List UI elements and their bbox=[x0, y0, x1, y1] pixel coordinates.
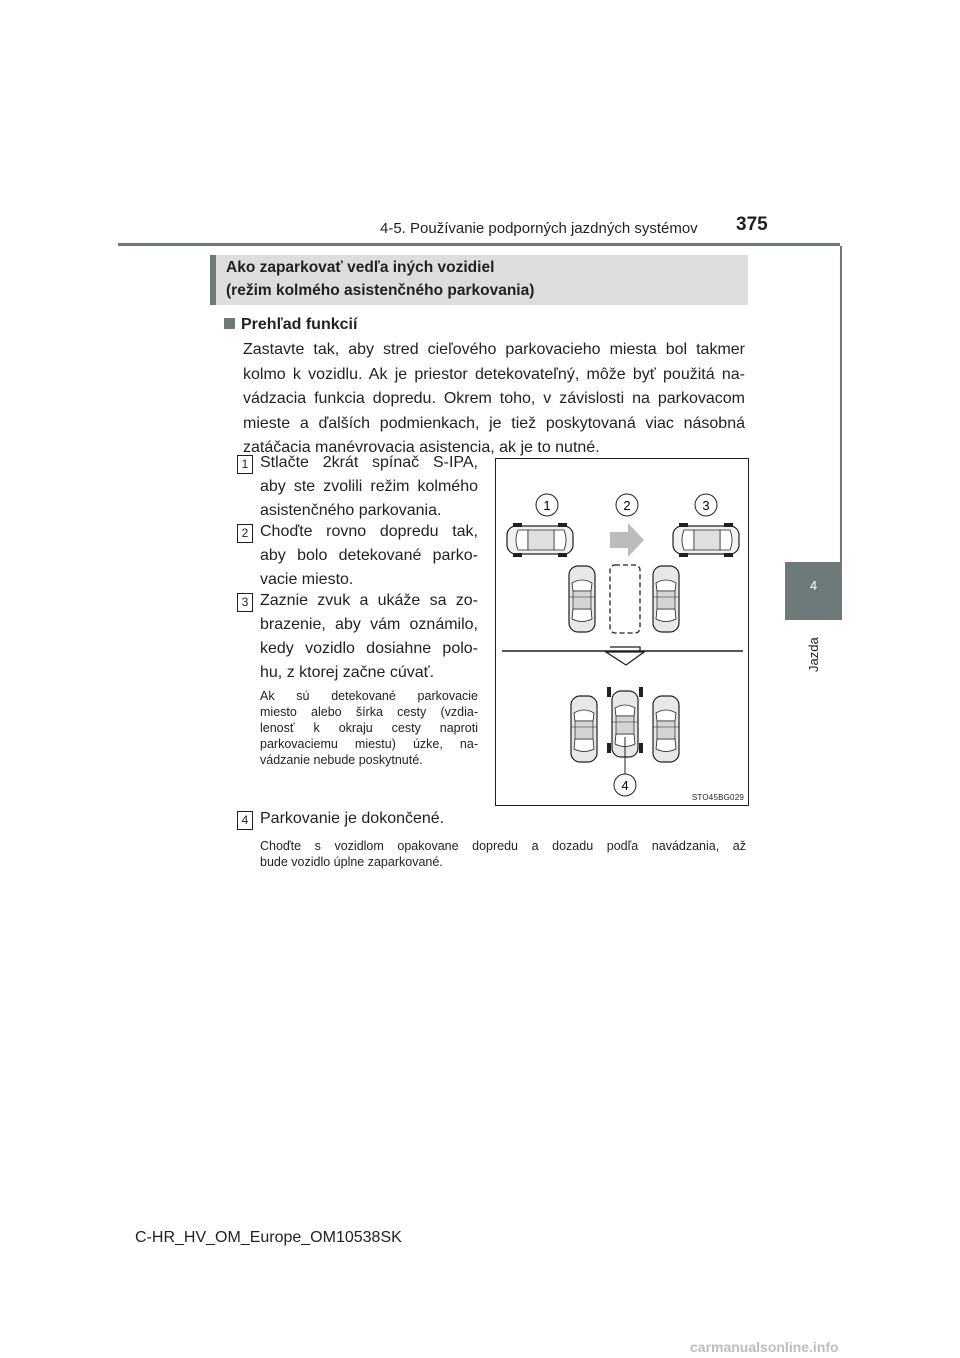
callout-label-3 bbox=[695, 494, 717, 516]
callout-label-1 bbox=[536, 494, 558, 516]
target-parking-space bbox=[610, 565, 640, 633]
chapter-label: Jazda bbox=[806, 637, 821, 672]
section-title-box bbox=[210, 255, 748, 305]
step-2-text: Choďte rovno dopredu tak, aby bolo detekované parko- vacie miesto. bbox=[260, 523, 478, 588]
forward-arrow-icon bbox=[610, 523, 644, 557]
side-rule bbox=[840, 246, 842, 566]
step-4-text: Parkovanie je dokončené. bbox=[260, 810, 445, 827]
svg-text:3: 3 bbox=[702, 498, 710, 513]
step-4-note: Choďte s vozidlom opakovane dopredu a dozadu podľa navádzania, až bude vozidlo úplne zaparkované. bbox=[260, 839, 746, 869]
parked-car-right bbox=[653, 566, 679, 632]
step-3-note: Ak sú detekované parkovacie miesto alebo šírka cesty (vzdia- lenosť k okraju cesty naproti parkovaciemu miestu) úzke, na- vádzanie nebude poskytnuté. bbox=[260, 689, 478, 767]
document-footer: C-HR_HV_OM_Europe_OM10538SK bbox=[135, 1229, 402, 1246]
intro-line: kolmo k vozidlu. Ak je priestor detekovateľný, môže byť použitá na- bbox=[243, 365, 745, 383]
parked-car-left bbox=[569, 566, 595, 632]
intro-line: vádzacia funkcia dopredu. Okrem toho, v závislosti na parkovacom bbox=[243, 390, 745, 407]
parked-car-right-result bbox=[653, 696, 679, 762]
section-title-line-1: Ako zaparkovať vedľa iných vozidiel bbox=[226, 259, 495, 276]
step-2-number: 2 bbox=[237, 524, 253, 543]
subheading: Prehľad funkcií bbox=[224, 316, 357, 334]
callout-label-2 bbox=[616, 494, 638, 516]
page-number: 375 bbox=[736, 214, 768, 235]
svg-text:2: 2 bbox=[623, 498, 631, 513]
step-3-text: Zaznie zvuk a ukáže sa zo- brazenie, aby vám oznámilo, kedy vozidlo dosiahne polo- hu, z ktorej začne cúvať. bbox=[260, 592, 478, 681]
own-car-stop bbox=[673, 523, 739, 557]
intro-line: mieste a ďalších podmienkach, je tiež poskytovaná viac násobná bbox=[243, 414, 745, 432]
intro-line: Zastavte tak, aby stred cieľového parkovacieho miesta bol takmer bbox=[243, 341, 745, 358]
running-header: 4-5. Používanie podporných jazdných systémov bbox=[380, 220, 698, 237]
section-title-line-2: (režim kolmého asistenčného parkovania) bbox=[226, 282, 535, 299]
down-arrow-icon bbox=[606, 652, 644, 665]
svg-text:1: 1 bbox=[543, 498, 551, 513]
callout-label-4 bbox=[614, 774, 636, 796]
intro-line: zatáčacia manévrovacia asistencia, ak je to nutné. bbox=[243, 439, 600, 456]
step-1-text: Stlačte 2krát spínač S-IPA, aby ste zvolili režim kolmého asistenčného parkovania. bbox=[260, 454, 478, 519]
square-bullet-icon bbox=[224, 318, 235, 329]
parked-car-left-result bbox=[571, 696, 597, 762]
figure-code: STO45BG029 bbox=[691, 793, 744, 802]
step-4-number: 4 bbox=[237, 811, 253, 830]
header-rule bbox=[118, 243, 840, 246]
intro-paragraph bbox=[243, 338, 745, 461]
svg-text:4: 4 bbox=[621, 778, 629, 793]
chapter-number: 4 bbox=[809, 578, 818, 593]
parking-diagram bbox=[495, 458, 749, 806]
parking-diagram-svg bbox=[496, 459, 748, 805]
watermark: carmanualsonline.info bbox=[690, 1339, 839, 1355]
own-car-start bbox=[507, 523, 573, 557]
step-3-number: 3 bbox=[237, 593, 253, 612]
step-1-number: 1 bbox=[237, 455, 253, 474]
